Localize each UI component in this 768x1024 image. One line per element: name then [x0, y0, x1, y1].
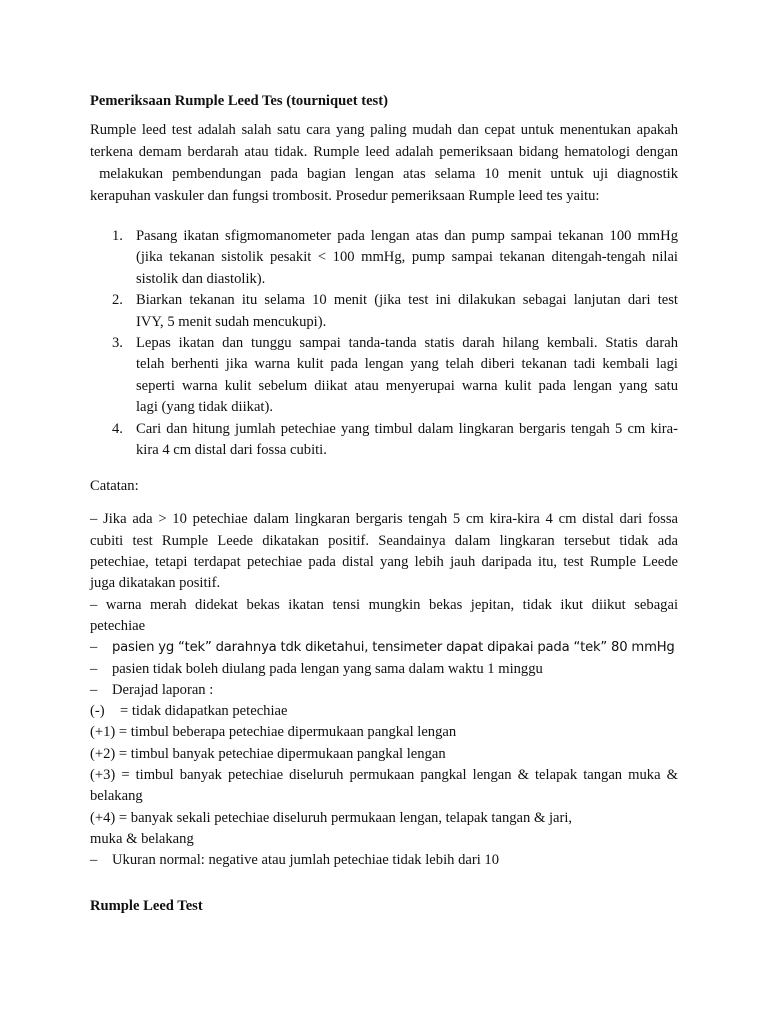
procedure-step: [90, 333, 678, 419]
intro-line: kerapuhan vaskuler dan fungsi trombosit. Prosedur pemeriksaan Rumple leed tes yaitu:: [90, 188, 600, 204]
procedure-step: [90, 226, 678, 290]
grade-line: [90, 808, 678, 829]
notes-label: Catatan:: [90, 478, 139, 495]
section-title: Rumple Leed Test: [90, 897, 203, 914]
step-number: 3.: [112, 335, 123, 352]
intro-paragraph: [90, 119, 678, 207]
grade-text: muka & belakang: [90, 830, 194, 847]
step-line: kira 4 cm distal dari fossa cubiti.: [136, 442, 327, 459]
grade-text: = timbul banyak petechiae dipermukaan pangkal lengan: [118, 745, 446, 762]
note-line: juga dikatakan positif.: [90, 575, 221, 592]
step-number: 4.: [112, 420, 123, 437]
note-line: – warna merah didekat bekas ikatan tensi mungkin bekas jepitan, tidak ikut diikut sebagai: [90, 596, 678, 613]
intro-line: terkena demam berdarah atau tidak. Rumple leed adalah pemeriksaan bidang hematologi dengan: [90, 144, 678, 160]
note-text: Derajad laporan :: [112, 681, 214, 698]
grade-line: [90, 765, 678, 786]
step-line: Lepas ikatan dan tunggu sampai tanda-tanda statis darah hilang kembali. Statis darah: [136, 335, 678, 352]
document-title: Pemeriksaan Rumple Leed Tes (tourniquet test): [90, 93, 388, 109]
step-line: (jika tekanan sistolik pesakit < 100 mmHg, pump sampai tekanan ditengah-tengah nilai: [136, 249, 678, 266]
note-line: – Jika ada > 10 petechiae dalam lingkaran bergaris tengah 5 cm kira-kira 4 cm distal dari fossa: [90, 511, 678, 528]
step-line: seperti warna kulit sebelum diikat atau menyerupai warna kulit pada lengan yang satu: [136, 377, 678, 394]
note-text: pasien tidak boleh diulang pada lengan yang sama dalam waktu 1 minggu: [112, 660, 543, 677]
grade-line: [90, 786, 678, 807]
step-number: 1.: [112, 228, 123, 244]
grade-line: [90, 722, 678, 743]
grade-text: belakang: [90, 788, 143, 805]
intro-line: Rumple leed test adalah salah satu cara yang paling mudah dan cepat untuk menentukan apakah: [90, 122, 678, 138]
step-line: IVY, 5 menit sudah mencukupi).: [136, 313, 327, 330]
grade-text: = timbul banyak petechiae diseluruh permukaan pangkal lengan & telapak tangan muka &: [121, 767, 678, 784]
note-line: petechiae, tetapi terdapat petechiae pada distal yang lebih jauh daripada itu, test Rumple Leede: [90, 554, 678, 571]
grade-line: [90, 701, 678, 722]
grade-text: = banyak sekali petechiae diseluruh permukaan lengan, telapak tangan & jari,: [118, 809, 573, 826]
grade-line: [90, 744, 678, 765]
step-line: telah berhenti jika warna kulit pada lengan yang telah diberi tekanan tadi kembali lagi: [136, 356, 678, 373]
note-line: cubiti test Rumple Leede dikatakan positif. Seandainya dalam lingkaran tersebut tidak ada: [90, 532, 678, 549]
grade-code: (+2): [90, 745, 116, 762]
note-line: [90, 680, 678, 701]
note-dash: –: [90, 639, 98, 656]
note-dash: –: [90, 681, 98, 698]
grade-code: (+3): [90, 767, 116, 784]
note-line: [90, 850, 678, 871]
notes-section: [90, 509, 678, 871]
note-line: [90, 637, 678, 658]
note-dash: –: [90, 852, 98, 869]
step-line: Pasang ikatan sfigmomanometer pada lengan atas dan pump sampai tekanan 100 mmHg: [136, 228, 678, 244]
note-text: Ukuran normal: negative atau jumlah petechiae tidak lebih dari 10: [112, 852, 499, 869]
note-dash: –: [90, 660, 98, 677]
step-line: lagi (yang tidak diikat).: [136, 399, 273, 416]
procedure-step: [90, 290, 678, 333]
note-line: petechiae: [90, 617, 146, 634]
intro-line: melakukan pembendungan pada bagian lengan atas selama 10 menit untuk uji diagnostik: [90, 166, 678, 182]
step-number: 2.: [112, 292, 123, 309]
grade-code: (+4): [90, 809, 116, 826]
note-text: pasien yg “tek” darahnya tdk diketahui, tensimeter dapat dipakai pada “tek” 80 mmHg: [112, 640, 675, 656]
procedure-step: [90, 419, 678, 462]
grade-code: (+1): [90, 724, 116, 741]
grade-line: [90, 829, 678, 850]
note-line: [90, 659, 678, 680]
grade-text: = timbul beberapa petechiae dipermukaan pangkal lengan: [118, 724, 457, 741]
grade-code: (-): [90, 703, 105, 720]
grade-text: = tidak didapatkan petechiae: [120, 703, 288, 720]
procedure-steps: [90, 226, 678, 461]
step-line: Cari dan hitung jumlah petechiae yang timbul dalam lingkaran bergaris tengah 5 cm kira-: [136, 420, 678, 437]
document-page: [90, 90, 678, 917]
step-line: Biarkan tekanan itu selama 10 menit (jika test ini dilakukan sebagai lanjutan dari test: [136, 292, 678, 309]
step-line: sistolik dan diastolik).: [136, 270, 266, 287]
